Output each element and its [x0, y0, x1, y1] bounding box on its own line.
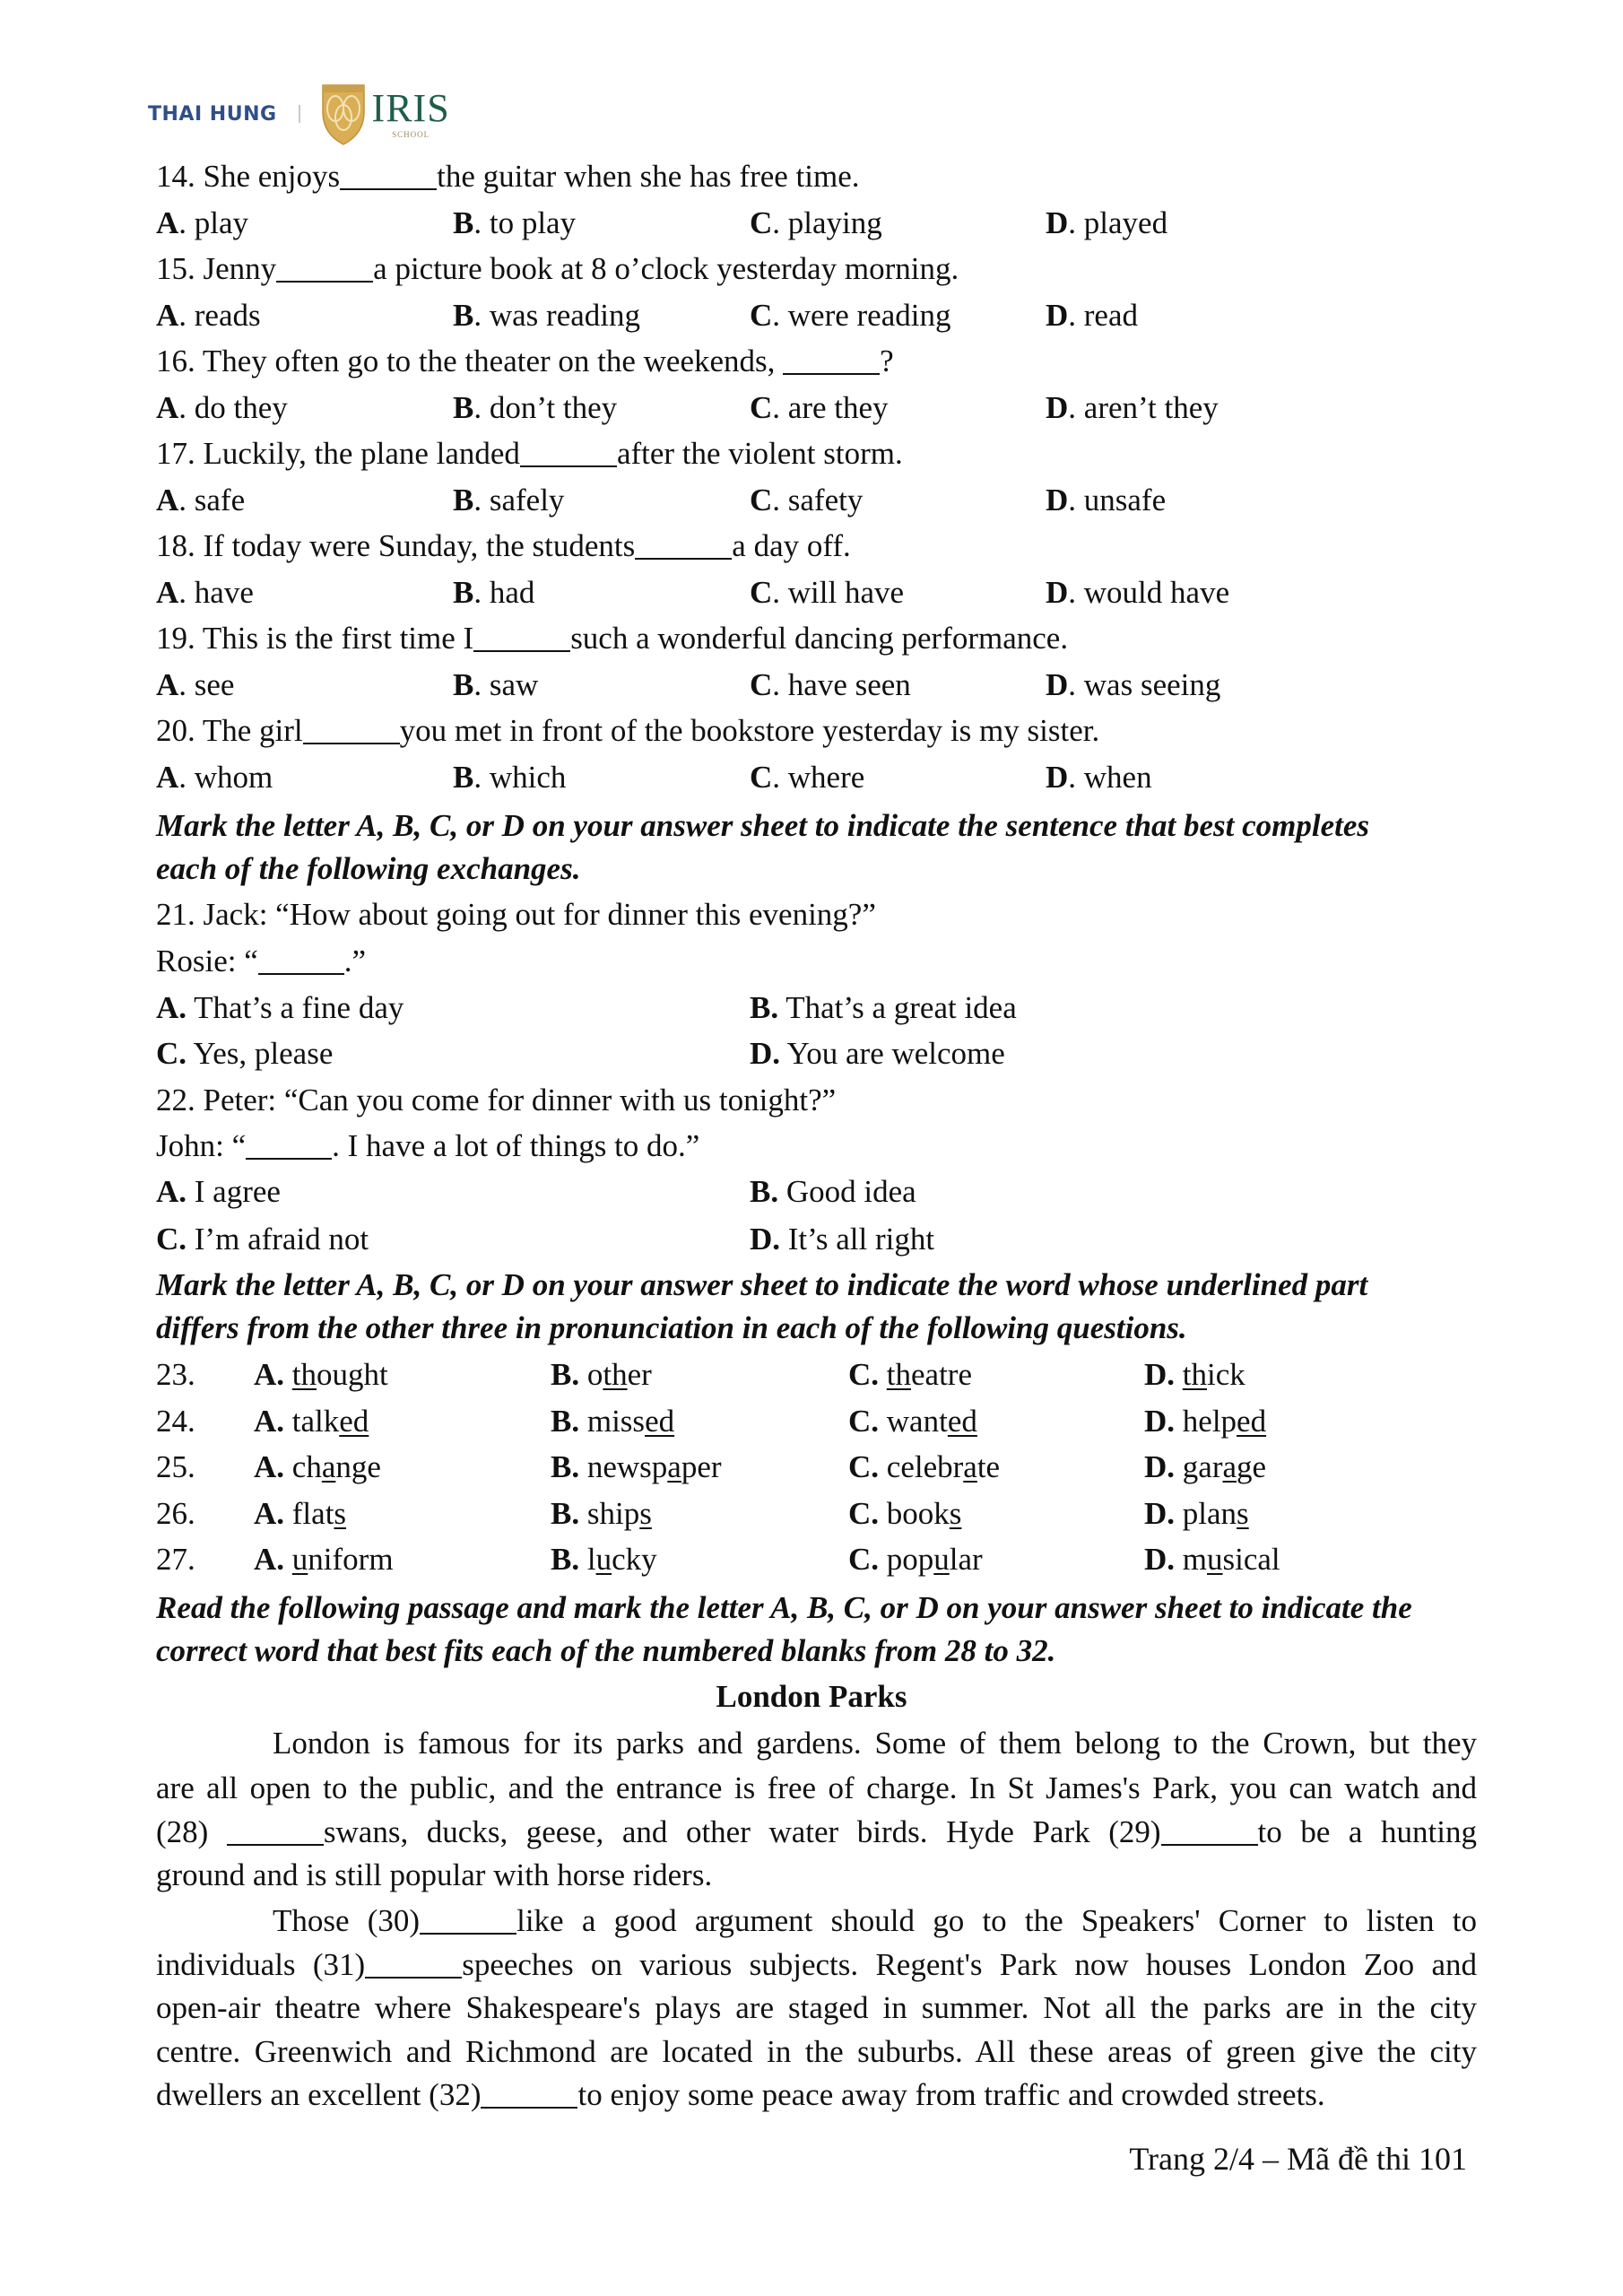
option-21-b[interactable]: B. That’s a great idea	[750, 990, 1017, 1025]
option-d[interactable]: D. unsafe	[1046, 483, 1167, 517]
option-a[interactable]: A. whom	[156, 760, 273, 795]
page-footer: Trang 2/4 – Mã đề thi 101	[1129, 2141, 1467, 2177]
option-b[interactable]: B. other	[551, 1357, 652, 1392]
option-b[interactable]: B. newspaper	[551, 1449, 722, 1484]
logo-divider	[299, 105, 300, 123]
question-21-reply: Rosie: “ .”	[156, 944, 367, 978]
school-logo	[148, 79, 450, 149]
passage-line-5: Those (30) like a good argument should go to the Speakers' Corner to listen to	[273, 1903, 1477, 1938]
option-21-d[interactable]: D. You are welcome	[750, 1036, 1005, 1071]
answer-blank	[783, 346, 880, 375]
option-d[interactable]: D. played	[1046, 205, 1168, 240]
underlined-part: s	[949, 1495, 962, 1531]
instruction-passage-line1: Read the following passage and mark the letter A, B, C, or D on your answer sheet to indicate the	[156, 1590, 1412, 1625]
question-stem: 20. The girl you met in front of the bookstore yesterday is my sister.	[156, 713, 1100, 748]
option-c[interactable]: C. where	[750, 760, 865, 795]
blank-28	[227, 1817, 324, 1846]
question-stem: 14. She enjoys the guitar when she has free time.	[156, 159, 860, 194]
instruction-exchanges-line2: each of the following exchanges.	[156, 851, 581, 886]
underlined-part: s	[639, 1495, 652, 1531]
option-21-a[interactable]: A. That’s a fine day	[156, 990, 404, 1025]
option-b[interactable]: B. to play	[453, 205, 577, 240]
option-b[interactable]: B. ships	[551, 1495, 652, 1531]
option-c[interactable]: C. are they	[750, 390, 889, 425]
answer-blank	[246, 1131, 332, 1160]
underlined-part: u	[933, 1542, 950, 1577]
question-21-prompt: 21. Jack: “How about going out for dinner this evening?”	[156, 897, 876, 932]
answer-blank	[340, 161, 437, 190]
underlined-part: s	[1237, 1495, 1249, 1531]
option-b[interactable]: B. lucky	[551, 1542, 657, 1577]
option-a[interactable]: A. reads	[156, 298, 261, 333]
option-b[interactable]: B. safely	[453, 483, 565, 517]
passage-title: London Parks	[716, 1679, 907, 1714]
option-22-a[interactable]: A. I agree	[156, 1174, 281, 1209]
question-22-reply: John: “ . I have a lot of things to do.”	[156, 1128, 700, 1163]
underlined-part: a	[321, 1449, 336, 1484]
thai-hung-wordmark: THAI HUNG	[148, 102, 277, 126]
instruction-exchanges-line1: Mark the letter A, B, C, or D on your answer sheet to indicate the sentence that best completes	[156, 808, 1370, 843]
option-b[interactable]: B. missed	[551, 1403, 675, 1439]
blank-30	[420, 1906, 516, 1935]
underlined-part: a	[1222, 1449, 1237, 1484]
passage-line-2: are all open to the public, and the entrance is free of charge. In St James's Park, you can watch and	[156, 1770, 1477, 1805]
underlined-part: u	[595, 1542, 612, 1577]
option-c[interactable]: C. theatre	[848, 1357, 972, 1392]
option-22-b[interactable]: B. Good idea	[750, 1174, 916, 1209]
option-a[interactable]: A. talked	[254, 1403, 369, 1439]
underlined-part: th	[603, 1357, 628, 1392]
question-stem: 15. Jenny a picture book at 8 o’clock yesterday morning.	[156, 251, 959, 286]
underlined-part: ed	[339, 1403, 369, 1439]
option-c[interactable]: C. were reading	[750, 298, 951, 333]
question-stem: 18. If today were Sunday, the students a day off.	[156, 528, 851, 563]
option-a[interactable]: A. thought	[254, 1357, 388, 1392]
iris-wordmark: IRIS SCHOOL	[371, 86, 450, 139]
option-c[interactable]: C. will have	[750, 575, 905, 610]
option-b[interactable]: B. which	[453, 760, 567, 795]
option-a[interactable]: A. do they	[156, 390, 288, 425]
question-number: 24.	[156, 1403, 195, 1439]
option-b[interactable]: B. was reading	[453, 298, 640, 333]
underlined-part: ed	[947, 1403, 977, 1439]
question-stem: 17. Luckily, the plane landed after the violent storm.	[156, 436, 903, 471]
option-c[interactable]: C. have seen	[750, 667, 911, 702]
answer-blank	[635, 531, 732, 560]
option-c[interactable]: C. books	[848, 1495, 962, 1531]
underlined-part: a	[963, 1449, 977, 1484]
option-c[interactable]: C. popular	[848, 1542, 983, 1577]
question-number: 27.	[156, 1542, 195, 1577]
answer-blank	[258, 946, 344, 975]
option-d[interactable]: D. was seeing	[1046, 667, 1221, 702]
underlined-part: u	[291, 1542, 308, 1577]
underlined-part: th	[1182, 1357, 1208, 1392]
option-a[interactable]: A. have	[156, 575, 254, 610]
underlined-part: s	[334, 1495, 347, 1531]
option-22-c[interactable]: C. I’m afraid not	[156, 1222, 369, 1257]
question-stem: 19. This is the first time I such a wonderful dancing performance.	[156, 621, 1069, 656]
question-number: 25.	[156, 1449, 195, 1484]
blank-29	[1161, 1817, 1258, 1846]
passage-line-9: dwellers an excellent (32) to enjoy some peace away from traffic and crowded streets.	[156, 2077, 1325, 2112]
option-b[interactable]: B. had	[453, 575, 535, 610]
underlined-part: th	[291, 1357, 317, 1392]
passage-line-4: ground and is still popular with horse riders.	[156, 1857, 713, 1892]
blank-31	[365, 1950, 462, 1979]
passage-line-6: individuals (31) speeches on various subjects. Regent's Park now houses London Zoo and	[156, 1947, 1477, 1982]
option-c[interactable]: C. safety	[750, 483, 864, 517]
option-a[interactable]: A. uniform	[254, 1542, 394, 1577]
underlined-part: ed	[1237, 1403, 1267, 1439]
option-d[interactable]: D. read	[1046, 298, 1139, 333]
underlined-part: ed	[645, 1403, 675, 1439]
option-d[interactable]: D. plans	[1144, 1495, 1249, 1531]
underlined-part: th	[886, 1357, 912, 1392]
option-21-c[interactable]: C. Yes, please	[156, 1036, 334, 1071]
option-b[interactable]: B. don’t they	[453, 390, 618, 425]
question-22-prompt: 22. Peter: “Can you come for dinner with us tonight?”	[156, 1083, 837, 1118]
answer-blank	[520, 439, 617, 467]
option-22-d[interactable]: D. It’s all right	[750, 1222, 935, 1257]
option-b[interactable]: B. saw	[453, 667, 539, 702]
blank-32	[481, 2080, 577, 2109]
instruction-pronunciation-line1: Mark the letter A, B, C, or D on your answer sheet to indicate the word whose underlined part	[156, 1267, 1368, 1302]
question-number: 26.	[156, 1495, 195, 1531]
underlined-part: a	[667, 1449, 681, 1484]
option-a[interactable]: A. play	[156, 205, 249, 240]
option-c[interactable]: C. celebrate	[848, 1449, 1001, 1484]
option-d[interactable]: D. garage	[1144, 1449, 1267, 1484]
passage-line-1: London is famous for its parks and gardens. Some of them belong to the Crown, but they	[273, 1726, 1477, 1761]
instruction-passage-line2: correct word that best fits each of the numbered blanks from 28 to 32.	[156, 1633, 1056, 1668]
option-d[interactable]: D. when	[1046, 760, 1152, 795]
option-d[interactable]: D. would have	[1046, 575, 1230, 610]
instruction-pronunciation-line2: differs from the other three in pronunciation in each of the following questions.	[156, 1310, 1187, 1345]
passage-line-3: (28) swans, ducks, geese, and other water birds. Hyde Park (29) to be a hunting	[156, 1814, 1477, 1849]
shield-crest-icon	[320, 82, 367, 146]
question-number: 23.	[156, 1357, 195, 1392]
option-d[interactable]: D. aren’t they	[1046, 390, 1219, 425]
option-a[interactable]: A. flats	[254, 1495, 347, 1531]
option-a[interactable]: A. safe	[156, 483, 246, 517]
question-stem: 16. They often go to the theater on the weekends, ?	[156, 344, 894, 378]
answer-blank	[276, 254, 373, 283]
option-a[interactable]: A. see	[156, 667, 235, 702]
option-a[interactable]: A. change	[254, 1449, 381, 1484]
option-c[interactable]: C. playing	[750, 205, 882, 240]
passage-line-7: open-air theatre where Shakespeare's plays are staged in summer. Not all the parks are in the city	[156, 1990, 1477, 2025]
option-d[interactable]: D. thick	[1144, 1357, 1245, 1392]
passage-line-8: centre. Greenwich and Richmond are located in the suburbs. All these areas of green give the city	[156, 2034, 1477, 2069]
option-d[interactable]: D. helped	[1144, 1403, 1267, 1439]
option-c[interactable]: C. wanted	[848, 1403, 977, 1439]
answer-blank	[473, 623, 570, 652]
answer-blank	[303, 716, 400, 744]
underlined-part: u	[1207, 1542, 1223, 1577]
option-d[interactable]: D. musical	[1144, 1542, 1280, 1577]
